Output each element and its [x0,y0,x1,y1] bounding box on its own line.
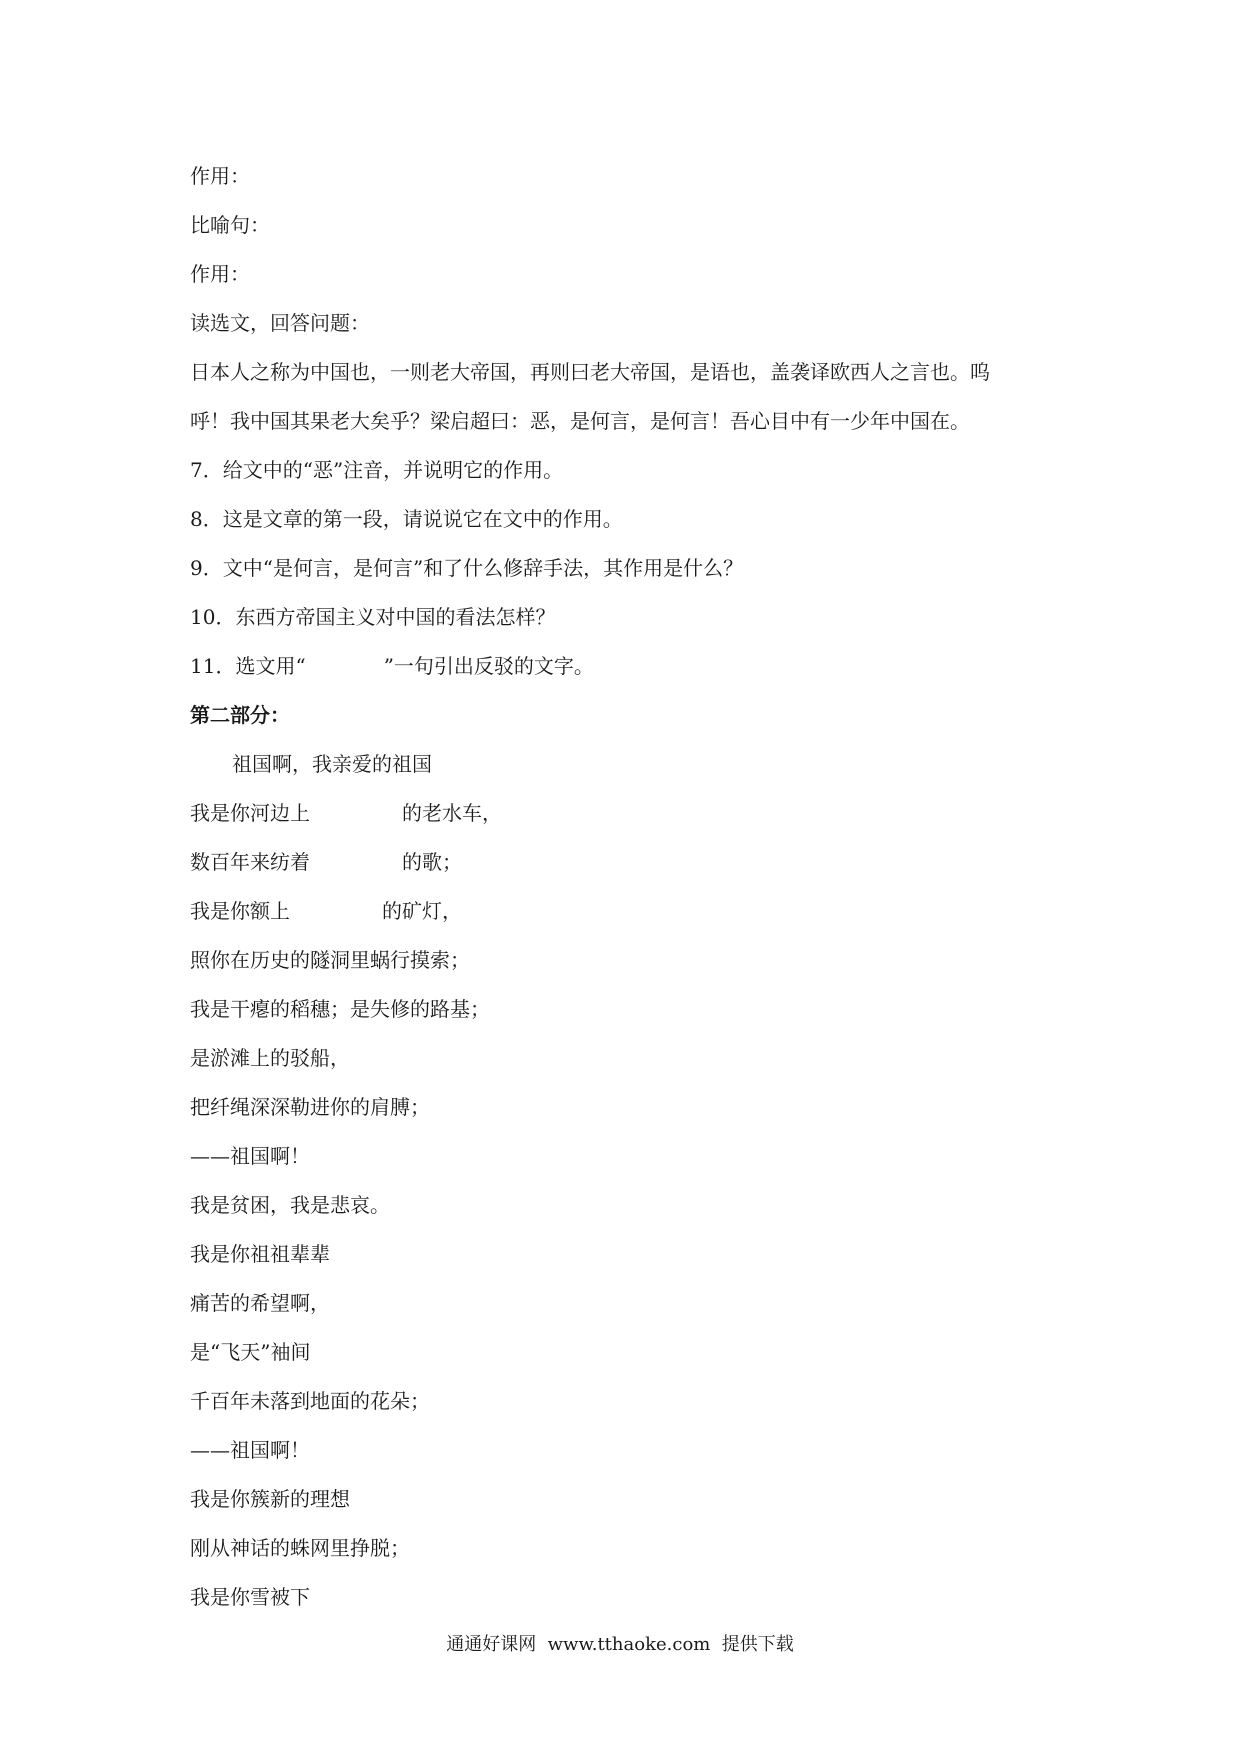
text-line: 作用： [190,164,250,188]
question-11-part-b: ”一句引出反驳的文字。 [383,654,594,678]
poem-line: 把纤绳深深勒进你的肩膊； [190,1095,430,1119]
poem-line-part-a: 数百年来纺着 [190,850,310,874]
poem-line [190,838,1070,887]
passage-line: 呼！我中国其果老大矣乎？梁启超曰：恶，是何言，是何言！吾心目中有一少年中国在。 [190,409,970,433]
poem-line: 照你在历史的隧洞里蜗行摸索； [190,948,470,972]
poem-title: 祖国啊，我亲爱的祖国 [232,752,432,776]
passage-line: 日本人之称为中国也，一则老大帝国，再则曰老大帝国，是语也，盖袭译欧西人之言也。呜 [190,360,990,384]
question-9: 9．文中“是何言，是何言”和了什么修辞手法，其作用是什么？ [190,556,744,580]
document-body [190,152,1070,1622]
poem-line [190,887,1070,936]
poem-line-part-b: 的矿灯， [382,899,462,923]
question-10: 10．东西方帝国主义对中国的看法怎样？ [190,605,556,629]
poem-line: 我是干瘪的稻穗；是失修的路基； [190,997,490,1021]
section-heading: 第二部分： [190,703,290,727]
poem-line [190,789,1070,838]
poem-line: 痛苦的希望啊， [190,1291,330,1315]
poem-line: 是“飞天”袖间 [190,1340,311,1364]
poem-line: 我是你簇新的理想 [190,1487,350,1511]
poem-line: 我是你雪被下 [190,1585,310,1609]
poem-line: 我是你祖祖辈辈 [190,1242,330,1266]
poem-line-part-b: 的歌； [402,850,462,874]
poem-line: 千百年未落到地面的花朵； [190,1389,430,1413]
question-11-part-a: 11．选文用“ [190,654,306,678]
poem-line: ——祖国啊！ [190,1438,310,1462]
text-line: 比喻句： [190,213,270,237]
poem-line: ——祖国啊！ [190,1144,310,1168]
poem-line-part-b: 的老水车， [402,801,502,825]
question-7: 7．给文中的“恶”注音，并说明它的作用。 [190,458,564,482]
text-line: 作用： [190,262,250,286]
poem-line: 我是贫困，我是悲哀。 [190,1193,390,1217]
poem-line: 是淤滩上的驳船， [190,1046,350,1070]
page-footer: 通通好课网 www.tthaoke.com 提供下载 [446,1634,794,1655]
poem-line-part-a: 我是你额上 [190,899,290,923]
question-11 [190,642,1070,691]
question-8: 8．这是文章的第一段，请说说它在文中的作用。 [190,507,623,531]
poem-line: 刚从神话的蛛网里挣脱； [190,1536,410,1560]
text-line: 读选文，回答问题： [190,311,370,335]
poem-line-part-a: 我是你河边上 [190,801,310,825]
